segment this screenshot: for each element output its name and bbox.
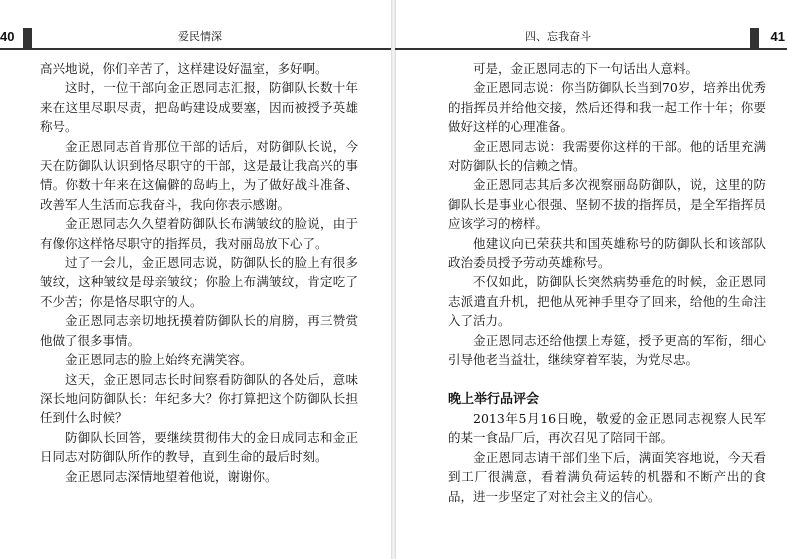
right-page-header bbox=[395, 28, 787, 50]
section-heading: 晚上举行品评会 bbox=[448, 391, 540, 407]
page-number-tab bbox=[750, 28, 759, 48]
right-page-body bbox=[448, 59, 766, 506]
page-number: 41 bbox=[770, 29, 785, 44]
paragraph: 防御队长回答，要继续贯彻伟大的金日成同志和金正日同志对防御队所作的教导，直到生命的最后时刻。 bbox=[40, 429, 358, 465]
running-title: 四、忘我奋斗 bbox=[525, 30, 591, 43]
left-page bbox=[0, 0, 392, 559]
paragraph: 过了一会儿，金正恩同志说，防御队长的脸上有很多皱纹，这种皱纹是母亲皱纹；你脸上布满皱纹，肯定吃了不少苦；你是恪尽职守的人。 bbox=[40, 255, 358, 309]
paragraph: 这时，一位干部向金正恩同志汇报，防御队长数十年来在这里尽职尽责，把岛屿建设成要塞，因而被授予英雄称号。 bbox=[40, 80, 358, 135]
paragraph: 金正恩同志亲切地抚摸着防御队长的肩膀，再三赞赏他做了很多事情。 bbox=[40, 313, 358, 348]
paragraph: 金正恩同志的脸上始终充满笑容。 bbox=[65, 352, 253, 368]
paragraph: 金正恩同志还给他摆上寿筵，授予更高的军衔，细心引导他老当益壮，继续穿着军装，为党尽忠。 bbox=[448, 332, 766, 368]
page-number: 40 bbox=[0, 29, 15, 44]
paragraph: 金正恩同志深情地望着他说，谢谢你。 bbox=[65, 468, 278, 484]
paragraph: 这天，金正恩同志长时间察看防御队的各处后，意味深长地问防御队长：年纪多大？你打算把这个防御队长担任到什么时候？ bbox=[40, 371, 358, 426]
paragraph: 可是，金正恩同志的下一句话出人意料。 bbox=[473, 61, 699, 76]
paragraph: 金正恩同志说：你当防御队长当到70岁，培养出优秀的指挥员并给他交接，然后还得和我一起工作十年；你要做好这样的心理准备。 bbox=[448, 80, 766, 135]
paragraph: 他建议向已荣获共和国英雄称号的防御队长和该部队政治委员授予劳动英雄称号。 bbox=[448, 235, 766, 271]
paragraph: 不仅如此，防御队长突然病势垂危的时候，金正恩同志派遣直升机，把他从死神手里夺了回来，给他的生命注入了活力。 bbox=[448, 274, 766, 329]
paragraph: 2013年5月16日晚，敬爱的金正恩同志视察人民军的某一食品厂后，再次召见了陪同干部。 bbox=[448, 410, 766, 446]
paragraph: 金正恩同志其后多次视察丽岛防御队，说，这里的防御队长是事业心很强、坚韧不拔的指挥员，是全军指挥员应该学习的榜样。 bbox=[448, 177, 766, 232]
left-page-body bbox=[40, 59, 358, 486]
paragraph: 金正恩同志说：我需要你这样的干部。他的话里充满对防御队长的信赖之情。 bbox=[448, 138, 766, 174]
left-page-header bbox=[0, 28, 392, 50]
paragraph: 金正恩同志久久望着防御队长布满皱纹的脸说，由于有像你这样恪尽职守的指挥员，我对丽岛放下心了。 bbox=[40, 216, 358, 251]
right-page bbox=[395, 0, 787, 559]
paragraph: 金正恩同志请干部们坐下后，满面笑容地说，今天看到工厂很满意，看着满负荷运转的机器和不断产出的食品，进一步坚定了对社会主义的信心。 bbox=[448, 449, 766, 504]
page-number-tab bbox=[23, 28, 32, 48]
paragraph: 高兴地说，你们辛苦了，这样建设好温室，多好啊。 bbox=[40, 61, 328, 76]
running-title: 爱民情深 bbox=[178, 30, 222, 43]
paragraph: 金正恩同志首肯那位干部的话后，对防御队长说，今天在防御队认识到恪尽职守的干部，这是最让我高兴的事情。你数十年来在这偏僻的岛屿上，为了做好战斗准备、改善军人生活而忘我奋斗，我向你表示感谢。 bbox=[40, 138, 358, 212]
